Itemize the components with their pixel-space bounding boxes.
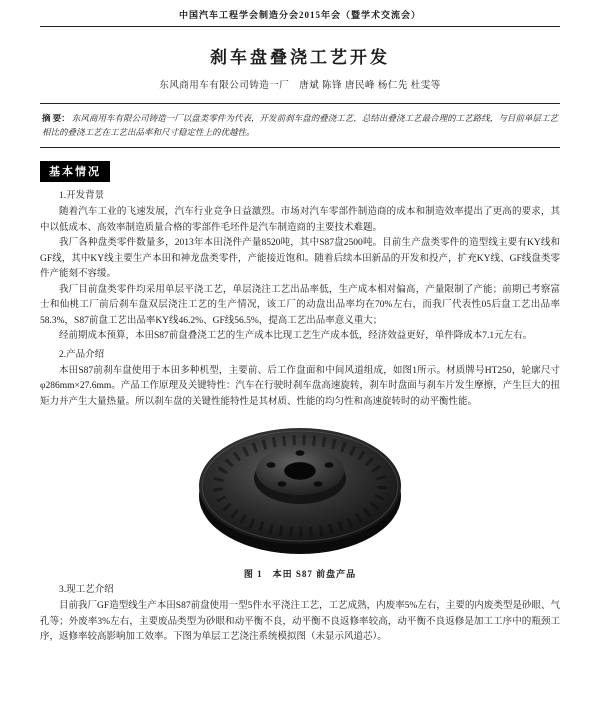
bolt-hole xyxy=(278,481,287,487)
figure-brake-disc xyxy=(40,412,560,580)
abstract-text: 东风商用车有限公司铸造一厂以盘类零件为代表，开发前刹车盘的叠浇工艺，总结出叠浇工艺最合理的工艺路线，与目前单层工艺相比的叠浇工艺在工艺出品率和尺寸稳定性上的优越性。 xyxy=(42,113,558,137)
paragraph-1-1: 随着汽车工业的飞速发展，汽车行业竞争日益激烈。市场对汽车零部件制造商的成本和制造效率提出了更高的要求，其中以低成本、高效率制造质量合格的零部件毛坯件是汽车制造商的主要技术难题。 xyxy=(40,207,560,233)
bolt-hole xyxy=(296,450,305,456)
figure-caption: 图 1 本田 S87 前盘产品 xyxy=(243,569,357,579)
bolt-hole xyxy=(314,481,323,487)
subsection-heading-2: 2.产品介绍 xyxy=(59,349,105,360)
subsection-heading-3: 3.现工艺介绍 xyxy=(59,585,114,595)
paper-title: 刹车盘叠浇工艺开发 xyxy=(210,48,390,67)
abstract-label: 摘 要： xyxy=(42,113,70,123)
section-heading-row xyxy=(40,161,560,182)
brake-disc-image xyxy=(182,412,418,560)
subsection-heading-1: 1.开发背景 xyxy=(59,191,105,201)
paragraph-1-3: 我厂目前盘类零件均采用单层平浇工艺，单层浇注工艺出品率低，生产成本相对偏高，产量限制了产能；前期已考察富士和仙桃工厂前后刹车盘双层浇注工艺的生产情况，该工厂的动盘出品率均在70%左右，而我厂代表性05后盘工艺出品率58.3%，S87前盘工艺出品率KY线46.2%、GF线56.5%，提高工艺出品率意义重大； xyxy=(40,284,560,326)
conference-header xyxy=(40,4,560,27)
paragraph-3-1: 目前我厂GF造型线生产本田S87前盘使用一型5件水平浇注工艺，工艺成熟，内废率5%左右，主要的内废类型是砂眼、气孔等；外废率3%左右，主要废品类型为砂眼和动平衡不良，动平衡不良返修率较高，动平衡不良返修是加工工序中的瓶颈工序，返修率较高影响加工效率。下图为单层工艺浇注系统模拟图（未显示风道芯）。 xyxy=(40,601,560,642)
section-heading-basic-info: 基本情况 xyxy=(40,161,110,182)
paragraph-1-4: 经前期成本预算，本田S87前盘叠浇工艺的生产成本比现工艺生产成本低，经济效益更好，单件降成本7.1元左右。 xyxy=(59,331,533,341)
abstract-block xyxy=(40,103,560,148)
bolt-hole xyxy=(325,462,334,468)
paragraph-2-1: 本田S87前刹车盘使用于本田多种机型，主要前、后工作盘面和中间风道组成，如图1所示。材质牌号HT250，轮廓尺寸φ286mm×27.6mm。产品工作原理及关键特性：汽车在行驶时刹车盘高速旋转，刹车时盘面与刹车片发生摩擦，产生巨大的扭矩力并产生大量热量。所以刹车盘的关键性能特性是其材质、性能的均匀性和高速旋转时的动平衡性能。 xyxy=(40,365,560,407)
conference-title: 中国汽车工程学会制造分会2015年会（暨学术交流会） xyxy=(178,10,421,20)
paragraph-1-2: 我厂各种盘类零件数量多，2013年本田浇件产量8520吨，其中S87盘2500吨。目前生产盘类零件的造型线主要有KY线和GF线，其中KY线主要生产本田和神龙盘类零件，产能接近饱和。随着后续本田新品的开发和投产，扩充KY线、GF线盘类零件产能刻不容缓。 xyxy=(40,238,560,279)
bolt-hole xyxy=(267,462,276,468)
authors-line: 东风商用车有限公司铸造一厂 唐斌 陈锋 唐民峰 杨仁先 杜雯等 xyxy=(159,81,441,91)
